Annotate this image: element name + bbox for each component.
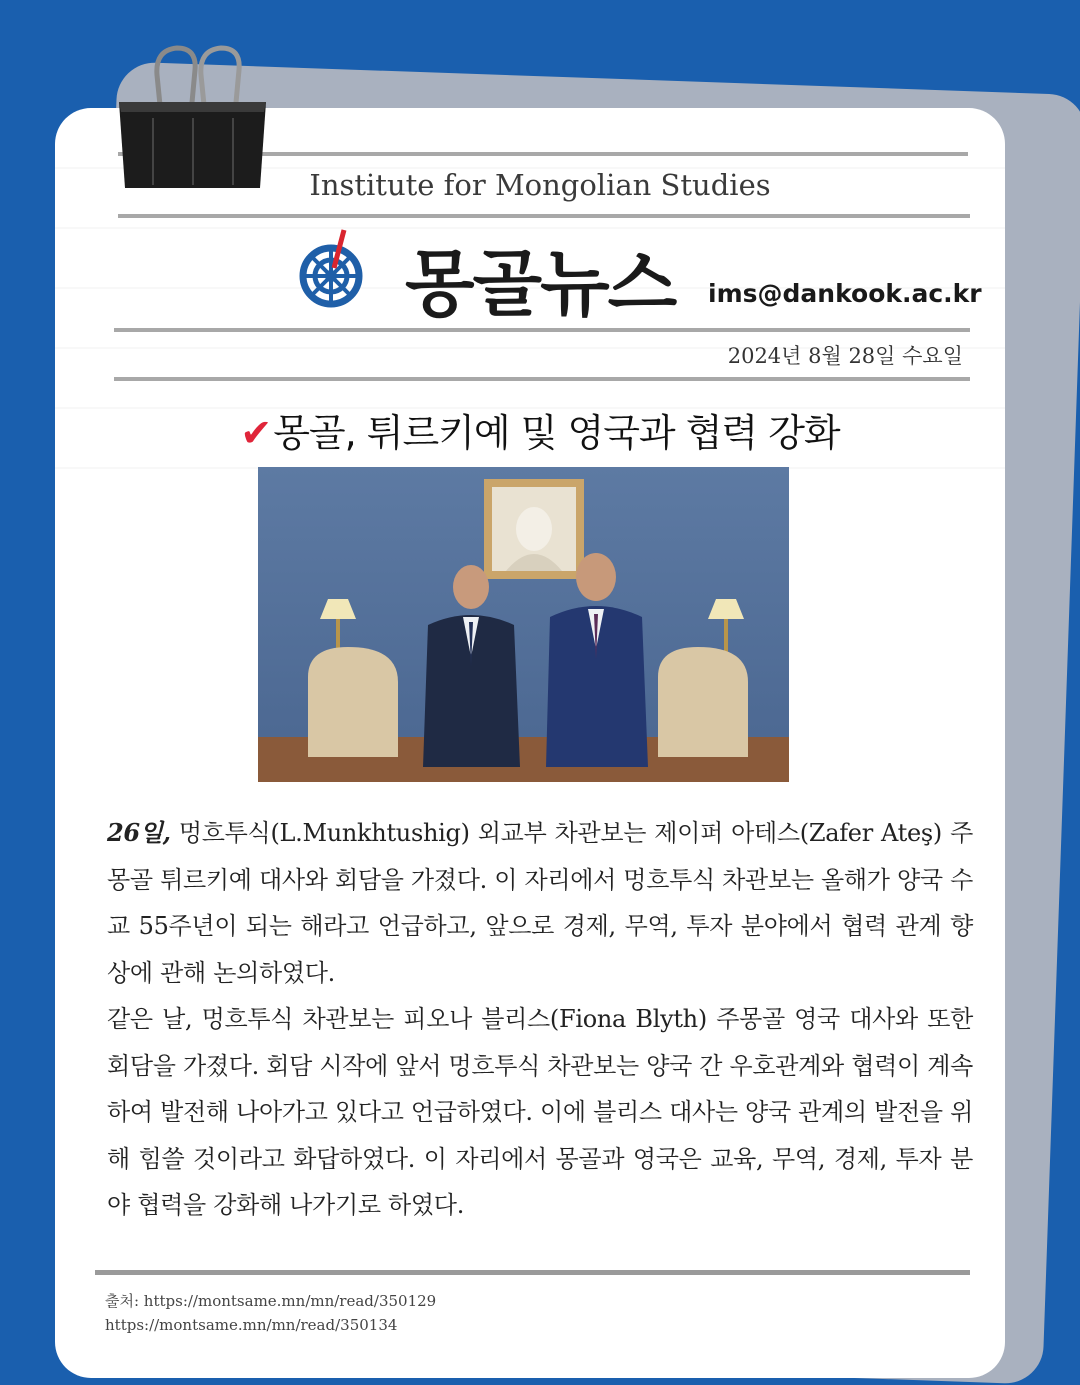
article-headline — [0, 402, 1080, 457]
paragraph-2: 같은 날, 멍흐투식 차관보는 피오나 블리스(Fiona Blyth) 주몽골 영국 대사와 또한 회담을 가졌다. 회담 시작에 앞서 멍흐투식 차관보는 양국 간 우호관계와 협력이 계속하여 발전해 나아가고 있다고 언급하였다. 이에 블리스 대사는 양국 관계의 발전을 위해 힘쓸 것이라고 화답하였다. 이 자리에서 몽골과 영국은 교육, 무역, 경제, 투자 분야 협력을 강화해 나가기로 하였다. — [107, 1005, 974, 1219]
contact-email[interactable]: ims@dankook.ac.kr — [708, 279, 982, 308]
rule-date — [114, 377, 970, 381]
paragraph-1 — [107, 810, 973, 996]
wheel-logo-icon — [298, 228, 370, 310]
paragraph-1-lead: 26일, — [107, 818, 171, 847]
rule-institute — [118, 214, 970, 218]
headline-text: 몽골, 튀르키예 및 영국과 협력 강화 — [273, 411, 840, 455]
article-photo — [258, 467, 789, 782]
source-link-2[interactable]: https://montsame.mn/mn/read/350134 — [105, 1316, 398, 1334]
source-links — [105, 1289, 436, 1337]
source-link-1[interactable]: 출처: https://montsame.mn/mn/read/350129 — [105, 1292, 437, 1310]
check-mark-icon: ✔ — [240, 411, 272, 455]
brand-title: 몽골뉴스 — [405, 242, 676, 326]
article-body — [107, 810, 973, 1229]
issue-date: 2024년 8월 28일 수요일 — [727, 344, 963, 368]
paragraph-1-text: 멍흐투식(L.Munkhtushig) 외교부 차관보는 제이퍼 아테스(Zafer Ateş) 주몽골 튀르키예 대사와 회담을 가졌다. 이 자리에서 멍흐투식 차관보는 올해가 양국 수교 55주년이 되는 해라고 언급하고, 앞으로 경제, 무역, 투자 분야에서 협력 관계 향상에 관해 논의하였다. — [107, 819, 974, 987]
institute-name: Institute for Mongolian Studies — [309, 168, 771, 202]
rule-footer — [95, 1270, 970, 1275]
